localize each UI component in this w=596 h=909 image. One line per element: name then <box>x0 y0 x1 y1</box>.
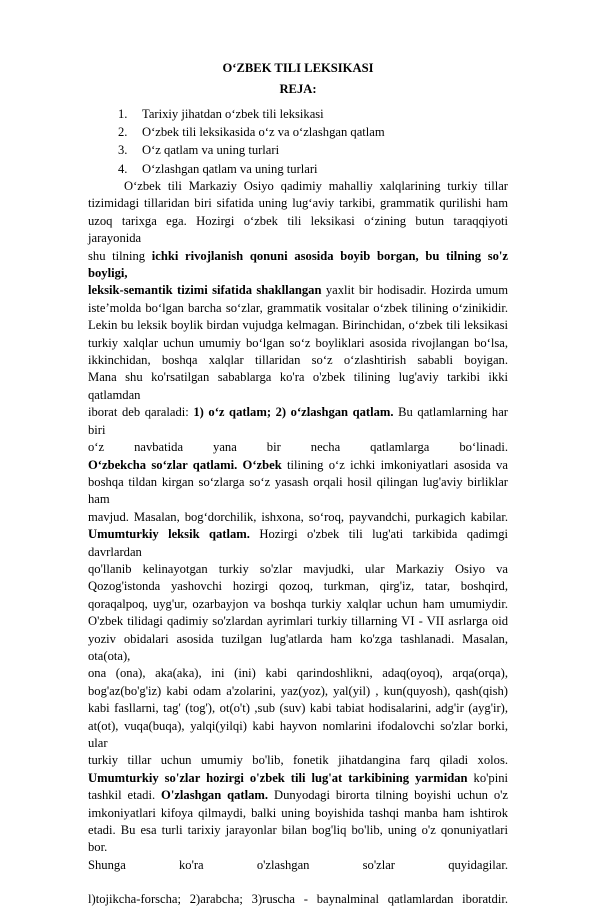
text-line <box>88 282 508 299</box>
text-line: qoraqalpoq, uyg'ur, ozarbayjon va boshqa turkiy xalqlar uchun ham umumiydir. <box>88 596 508 611</box>
text-run: tilining o‘z ichki imkoniyatlari asosida va <box>281 457 508 472</box>
text-line <box>88 770 508 787</box>
text-line: imkoniyatlari kifoya qilmaydi, balki uning boyishida tashqi manba ham ishtirok <box>88 805 508 820</box>
section-heading: O‘zbekcha so‘zlar qatlami. O‘zbek <box>88 457 282 472</box>
body-text <box>88 178 508 909</box>
text-run: Dunyodagi birorta tilning boyishi uchun o'z <box>268 788 508 803</box>
section-heading: O'zlashgan qatlam. <box>161 788 269 803</box>
plan-heading: REJA: <box>279 82 317 96</box>
plan-item-text: O‘z qatlam va uning turlari <box>142 143 280 158</box>
text-run: shu tilning <box>88 248 152 263</box>
plan-item-text: Tarixiy jihatdan o‘zbek tili leksikasi <box>142 107 324 121</box>
text-line: O‘zbek tili Markaziy Osiyo qadimiy mahalliy xalqlarining turkiy tillar <box>124 179 508 193</box>
text-line <box>88 787 508 804</box>
text-line <box>88 248 508 283</box>
text-line: qo'llanib kelinayotgan turkiy so'zlar mavjudki, ular Markaziy Osiyo va <box>88 561 508 576</box>
text-run: tashkil etadi. <box>88 788 162 803</box>
plan-item <box>108 123 385 141</box>
plan-item-number: 1. <box>118 107 128 121</box>
section-heading: Umumturkiy leksik qatlam. <box>88 527 250 542</box>
bold-phrase: 1) o‘z qatlam; 2) o‘zlashgan qatlam. <box>193 405 394 420</box>
text-line: turkiy xalqlar uchun umumiy bo‘lgan so‘z boyliklari asosida rivojlangan bo‘lsa, <box>88 335 508 350</box>
text-line: kabi fasllarni, tag' (tog'), ot(o't) ,sub (suv) kabi tabiat hodisalarini, adg'ir (ayg'ir), <box>88 701 508 716</box>
text-run: Bu qatlamlarning har biri <box>88 405 509 437</box>
text-line: boshqa tildan kirgan so‘zlarga so‘z yasash orqali hosil qilingan lug'aviy birliklar ham <box>88 474 508 507</box>
plan-item <box>108 105 385 123</box>
text-line: Shunga ko'ra o'zlashgan so'zlar quyidagilar. <box>88 857 508 872</box>
text-run: ko'pini <box>467 770 508 785</box>
text-line: Qozog'istonda yashovchi hozirgi qozoq, turkman, qirg'iz, tatar, boshqird, <box>88 579 508 594</box>
text-line <box>88 526 508 561</box>
plan-item <box>108 141 385 159</box>
text-line: bog'az(bo'g'iz) kabi odam a'zolarini, yaz(yoz), yal(yil) , kun(quyosh), qash(qish) <box>88 683 508 698</box>
plan-item <box>108 160 385 178</box>
plan-item-text: O‘zbek tili leksikasida o‘z va o‘zlashgan qatlam <box>142 125 385 140</box>
text-run: iborat deb qaraladi: <box>88 405 194 420</box>
text-line: O'zbek tilidagi qadimiy so'zlardan ayrimlari turkiy tillarning VI - VII asrlarga oid <box>88 614 508 629</box>
text-line: Lekin bu leksik boylik birdan vujudga kelmagan. Birinchidan, o‘zbek tili leksikasi <box>88 318 508 333</box>
text-line: yoziv obidalari asosida tuzilgan lug'atlarda ham ko'zga tashlanadi. Masalan, ota(ota), <box>88 631 508 663</box>
text-line: l)tojikcha-forscha; 2)arabcha; 3)ruscha - baynalminal qatlamlardan iboratdir. <box>88 892 508 907</box>
text-line: mavjud. Masalan, bog‘dorchilik, ishxona, so‘roq, payvandchi, purkagich kabilar. <box>88 509 508 524</box>
text-line: at(ot), vuqa(buqa), yalqi(yilqi) kabi hayvon nomlarini ifodalovchi so'zlar borki, ular <box>88 718 508 750</box>
bold-phrase: Umumturkiy so'zlar hozirgi o'zbek tili lug'at tarkibining yarmidan <box>88 770 468 785</box>
plan-item-text: O‘zlashgan qatlam va uning turlari <box>142 161 318 176</box>
text-line: Mana shu ko'rsatilgan sabablarga ko'ra o'zbek tilining lug'aviy tarkibi ikki qatlamdan <box>88 370 508 402</box>
text-line: iste’molda bo‘lgan barcha so‘zlar, grammatik vositalar o‘zbek tilining o‘zinikidir. <box>88 300 508 315</box>
text-line <box>88 457 508 474</box>
text-line: uzoq tarixga ega. Hozirgi o‘zbek tili leksikasi o‘zining butun taraqqiyoti jarayonida <box>88 213 508 246</box>
paragraph-gap <box>88 874 508 891</box>
text-line: tizimidagi tillaridan biri sifatida uning lug‘aviy tarkibi, grammatik qurilishi ham <box>88 196 508 211</box>
text-run: yaxlit bir hodisadir. Hozirda umum <box>321 283 509 298</box>
plan-item-number: 2. <box>118 125 128 140</box>
text-line: ona (ona), aka(aka), ini (ini) kabi qarindoshlikni, adaq(oyoq), arqa(orqa), <box>88 666 508 681</box>
text-run: Hozirgi o'zbek tili lug'ati tarkibida qadimgi davrlardan <box>88 527 508 559</box>
bold-phrase: ichki rivojlanish qonuni asosida boyib borgan, bu tilning so'z boyligi, <box>88 248 508 281</box>
page-title: O‘ZBEK TILI LEKSIKASI <box>222 61 374 75</box>
text-line: turkiy tillar uchun umumiy bo'lib, fonetik jihatdangina farq qiladi xolos. <box>88 753 508 768</box>
text-line: etadi. Bu esa turli tarixiy jarayonlar bilan bog'liq bo'lib, uning o'z qonuniyatlari bor. <box>88 823 508 855</box>
text-line <box>88 404 508 439</box>
plan-item-number: 4. <box>118 161 128 176</box>
text-line: o‘z navbatida yana bir necha qatlamlarga bo‘linadi. <box>88 440 508 455</box>
text-line: ikkinchidan, boshqa xalqlar tillaridan so‘z o‘zlashtirish sababli boyigan. <box>88 353 508 368</box>
bold-phrase: leksik-semantik tizimi sifatida shakllangan <box>88 283 322 298</box>
plan-item-number: 3. <box>118 143 128 158</box>
plan-list <box>108 105 385 178</box>
